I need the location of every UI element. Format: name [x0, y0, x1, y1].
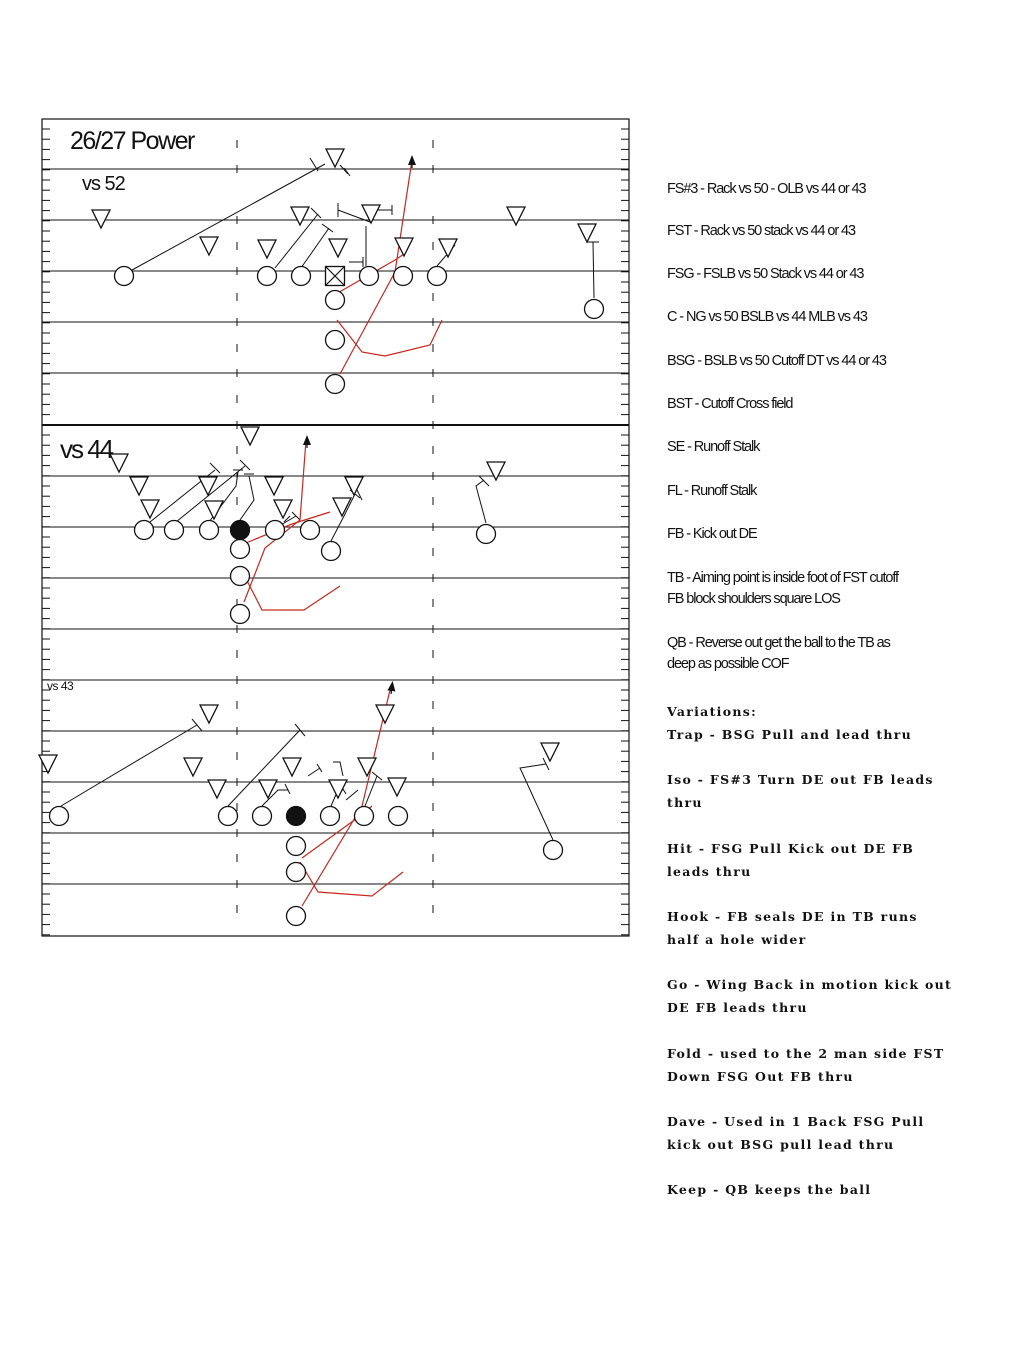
play-title: 26/27 Power [70, 127, 194, 155]
variation-dave-line2: kick out BSG pull lead thru [667, 1137, 895, 1152]
defender-triangle [274, 500, 292, 518]
defender-triangle [439, 239, 457, 257]
offensive-player [50, 807, 69, 826]
block-line [346, 790, 358, 800]
variation-dave-line1: Dave - Used in 1 Back FSG Pull [667, 1114, 925, 1129]
offensive-player [287, 837, 306, 856]
defender-triangle [205, 501, 223, 519]
block-line [275, 214, 318, 268]
note-fst: FST - Rack vs 50 stack vs 44 or 43 [667, 223, 855, 239]
offensive-player [301, 521, 320, 540]
variation-keep: Keep - QB keeps the ball [667, 1182, 872, 1197]
block-cap [479, 476, 489, 486]
note-bsg: BSG - BSLB vs 50 Cutoff DT vs 44 or 43 [667, 353, 886, 369]
defender-triangle [507, 207, 525, 225]
offensive-player [258, 267, 277, 286]
block-line [301, 228, 329, 268]
defensive-players [39, 149, 596, 798]
block-cap [210, 463, 220, 473]
blocking-assignments [61, 158, 599, 840]
variation-fold-line1: Fold - used to the 2 man side FST [667, 1046, 945, 1061]
block-line [333, 762, 343, 776]
block-line [476, 480, 486, 523]
note-fb: FB - Kick out DE [667, 526, 757, 542]
defender-triangle [208, 780, 226, 798]
offensive-player [200, 521, 219, 540]
defender-triangle [329, 780, 347, 798]
note-qb-line1: QB - Reverse out get the ball to the TB as [667, 635, 890, 651]
block-line [520, 764, 553, 840]
defender-triangle [265, 477, 283, 495]
variation-hit-line2: leads thru [667, 864, 752, 879]
offensive-player [321, 807, 340, 826]
block-line [176, 466, 245, 522]
variation-hook-line2: half a hole wider [667, 932, 807, 947]
offensive-player [287, 907, 306, 926]
offensive-player [355, 807, 374, 826]
defender-triangle [141, 500, 159, 518]
variation-hit-line1: Hit - FSG Pull Kick out DE FB [667, 841, 915, 856]
offensive-player [219, 807, 238, 826]
defender-triangle [258, 240, 276, 258]
defender-triangle [329, 239, 347, 257]
defender-triangle [376, 705, 394, 723]
defender-triangle [345, 477, 363, 495]
variation-iso-line1: Iso - FS#3 Turn DE out FB leads [667, 772, 934, 787]
block-cap [317, 764, 322, 772]
ball-carrier-marker [287, 807, 306, 826]
block-cap [372, 772, 382, 780]
offensive-player [360, 267, 379, 286]
variations-heading: Variations: [667, 704, 757, 719]
offensive-player [115, 267, 134, 286]
note-bst: BST - Cutoff Cross field [667, 396, 793, 412]
offensive-player [322, 542, 341, 561]
offensive-player [253, 807, 272, 826]
variation-hook-line1: Hook - FB seals DE in TB runs [667, 909, 918, 924]
offensive-player [477, 525, 496, 544]
note-fsg: FSG - FSLB vs 50 Stack vs 44 or 43 [667, 266, 864, 282]
note-fl: FL - Runoff Stalk [667, 483, 757, 499]
defender-triangle [110, 454, 128, 472]
note-tb-line2: FB block shoulders square LOS [667, 591, 840, 607]
defender-triangle [130, 477, 148, 495]
offensive-player [585, 300, 604, 319]
offensive-player [428, 267, 447, 286]
offensive-players [50, 267, 604, 926]
offensive-player [165, 521, 184, 540]
ball-carrier-marker [231, 521, 250, 540]
offensive-player [326, 331, 345, 350]
defender-triangle [578, 224, 596, 242]
variation-go-line2: DE FB leads thru [667, 1000, 808, 1015]
offensive-player [135, 521, 154, 540]
offensive-player [389, 807, 408, 826]
offensive-player [266, 521, 285, 540]
section-label-vs-52: vs 52 [82, 173, 125, 195]
defender-triangle [291, 207, 309, 225]
defender-triangle [92, 210, 110, 228]
defender-triangle [326, 149, 344, 167]
variation-trap: Trap - BSG Pull and lead thru [667, 727, 913, 742]
block-cap [285, 784, 290, 794]
section-label-vs-43: vs 43 [47, 679, 74, 693]
offensive-player [292, 267, 311, 286]
offensive-player [231, 540, 250, 559]
offensive-player [231, 567, 250, 586]
block-cap [192, 719, 202, 731]
note-center: C - NG vs 50 BSLB vs 44 MLB vs 43 [667, 309, 867, 325]
block-line [593, 242, 594, 298]
defender-triangle [283, 758, 301, 776]
red-route-line [302, 686, 391, 906]
note-tb-line1: TB - Aiming point is inside foot of FST cutoff [667, 570, 898, 586]
offensive-player [231, 605, 250, 624]
defender-triangle [388, 778, 406, 796]
variation-iso-line2: thru [667, 795, 703, 810]
variation-fold-line2: Down FSG Out FB thru [667, 1069, 854, 1084]
offensive-player [394, 267, 413, 286]
block-line [240, 476, 254, 520]
variation-go-line1: Go - Wing Back in motion kick out [667, 977, 953, 992]
defender-triangle [487, 462, 505, 480]
red-route-line [300, 862, 403, 896]
block-cap [292, 512, 300, 520]
defender-triangle [259, 780, 277, 798]
offensive-player [544, 841, 563, 860]
offensive-player [287, 863, 306, 882]
note-qb-line2: deep as possible COF [667, 656, 789, 672]
defender-triangle [199, 477, 217, 495]
note-se: SE - Runoff Stalk [667, 439, 760, 455]
defender-triangle [200, 705, 218, 723]
block-line [365, 776, 377, 806]
offensive-player [326, 375, 345, 394]
section-label-vs-44: vs 44 [60, 434, 113, 464]
block-line [308, 768, 320, 776]
defender-triangle [184, 758, 202, 776]
block-line [61, 725, 197, 806]
defender-triangle [200, 237, 218, 255]
defender-triangle [241, 427, 259, 445]
note-fs3: FS#3 - Rack vs 50 - OLB vs 44 or 43 [667, 181, 866, 197]
offensive-player [326, 291, 345, 310]
